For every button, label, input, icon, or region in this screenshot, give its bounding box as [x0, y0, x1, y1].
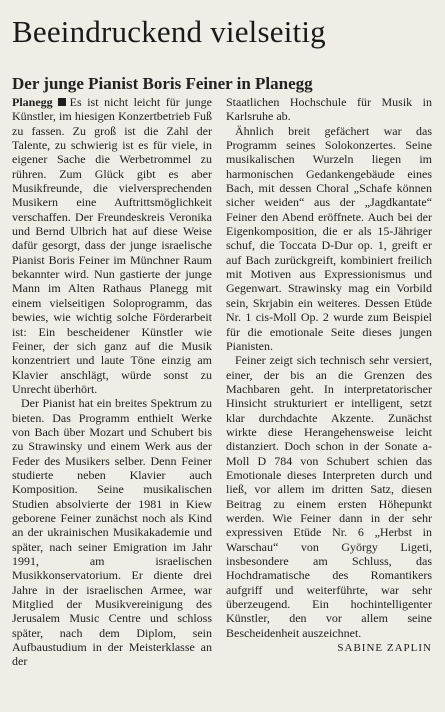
author-byline: SABINE ZAPLIN: [337, 642, 432, 655]
paragraph-3: Staatlichen Hochschule für Musik in Karlsruhe ab.: [226, 95, 432, 124]
paragraph-1-text: Es ist nicht leicht für junge Künstler, im hiesigen Konzertbetrieb Fuß zu fassen. Zu groß ist die Zahl der Talente, zu schwierig ist es für viele, in eigener Sache die Werbetrommel zu rühren. Zum Glück gibt es aber Musikfreunde, die vielversprechenden Musikern eine Auftrittsmöglichkeit verschaffen. Der Freundeskreis Veronika und Bernd Ulbrich hat auf diese Weise dafür gesorgt, dass der junge israelische Pianist Boris Feiner im Münchner Raum bekannter wird. Nun gastierte der junge Mann im Alten Rathaus Planegg mit einem vielseitigen Soloprogramm, das bewies, wie wichtig solche Förderarbeit ist: Ein bescheidener Künstler wie Feiner, der sich ganz auf die Musik konzentriert und laute Töne einzig am Klavier anschlägt, würde sonst zu Unrecht überhört.: [12, 95, 212, 396]
subheadline: Der junge Pianist Boris Feiner in Planegg: [12, 74, 313, 93]
paragraph-5: Feiner zeigt sich technisch sehr versiert, einer, der bis an die Grenzen des Machbaren geht. In interpretatorischer Hinsicht strukturiert er intelligent, setzt klar durchdachte Akzente. Zunächst wirkte diese Herangehensweise leicht distanziert. Doch schon in der Sonate a-Moll D 784 von Schubert schien das Emotionale dieses Interpreten durch und ließ, vor allem im dritten Satz, diesen Beitrag zu einem ersten Höhepunkt werden. Wie Feiner dann in der sehr expressiven Etüde Nr. 6 „Herbst in Warschau“ von György Ligeti, insbesondere am Schluss, das Hochdramatische des Romantikers aufgriff und weiterführte, war sehr überzeugend. Ein hochintelligenter Künstler, den vor allem seine Bescheidenheit auszeichnet.: [226, 353, 432, 640]
headline: Beeindruckend vielseitig: [12, 14, 326, 49]
dateline: Planegg: [12, 95, 53, 109]
right-column: [226, 95, 432, 655]
paragraph-4: Ähnlich breit gefächert war das Programm seines Solokonzertes. Seine musikalischen Wurzeln liegen im harmonischen Gedankengebäude eines Bach, mit dessen Choral „Schafe können sicher weiden“ aus der „Jagdkantate“ Feiner den Abend eröffnete. Auch bei der Eigenkomposition, die er als 15-Jähriger schuf, die Toccata D-Dur op. 1, greift er auf Bach zurückgreift, kombiniert freilich mit Motiven aus Expressionismus und Gegenwart. Strawinsky mag ein Vorbild sein, Skrjabin ein weiteres. Dessen Etüde Nr. 1 cis-Moll Op. 2 wurde zum Beispiel für die emotionale Seite dieses jungen Pianisten.: [226, 123, 432, 353]
left-column: [12, 95, 212, 669]
paragraph-2: Der Pianist hat ein breites Spektrum zu bieten. Das Programm enthielt Werke von Bach über Mozart und Schubert bis zu Strawinsky und einem Werk aus der Feder des Musikers selber. Denn Feiner studierte neben Klavier auch Komposition. Seine musikalischen Studien absolvierte der 1981 in Kiew geborene Feiner zunächst noch als Kind an der ukrainischen Musikakademie und später, nach seiner Emigration im Jahr 1991, am israelischen Musikkonservatorium. Er diente drei Jahre in der israelischen Armee, war Mitglied der Musikvereinigung des Jerusalem Music Centre und schloss später, nach dem Diplom, sein Aufbaustudium in der Meisterklasse an der: [12, 396, 212, 669]
article-body: [12, 95, 433, 705]
bullet-square-icon: [58, 98, 66, 106]
paragraph-1: [12, 95, 212, 396]
